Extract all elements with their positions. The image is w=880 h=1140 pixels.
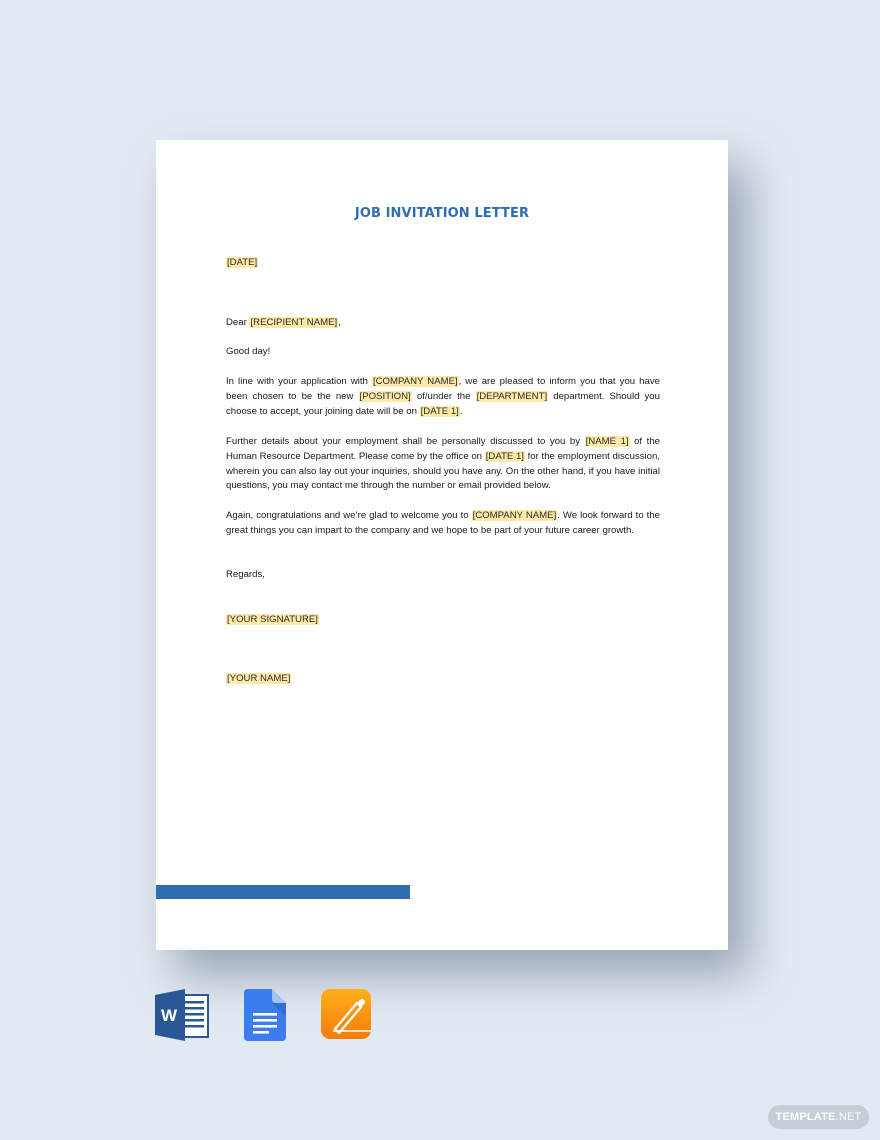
paragraph-3: Again, congratulations and we’re glad to welcome you to [COMPANY NAME]. We look forward to the great things you can impart to the company and we hope to be part of your future career growth.	[226, 510, 661, 536]
paragraph-2: Further details about your employment shall be personally discussed to you by [NAME 1] of the Human Resource Department. Please come by the office on [DATE 1] for the employment discussion, wherein you can also lay out your inquiries, should you have any. On the other hand, if you have initial questions, you may contact me through the number or email provided below.	[226, 436, 660, 492]
salutation: Dear [RECIPIENT NAME],	[226, 317, 341, 328]
position-placeholder: [POSITION]	[359, 390, 411, 402]
closing: Regards,	[226, 569, 265, 580]
your-name-placeholder: [YOUR NAME]	[227, 673, 291, 684]
date1-placeholder: [DATE 1]	[420, 405, 459, 417]
template-net-watermark[interactable]: TEMPLATE.NET	[768, 1105, 869, 1129]
word-icon[interactable]	[155, 989, 209, 1041]
signature-placeholder: [YOUR SIGNATURE]	[227, 614, 318, 625]
accent-bar	[156, 885, 410, 899]
signature-line	[226, 613, 660, 628]
greeting: Good day!	[226, 346, 271, 357]
recipient-name-placeholder: [RECIPIENT NAME]	[250, 317, 338, 328]
paragraph-1: In line with your application with [COMPANY NAME], we are pleased to inform you that you have been chosen to be the new [POSITION] of/under the [DEPARTMENT] department. Should you choose to accept, your joining date will be on [DATE 1].	[226, 376, 660, 417]
name1-placeholder: [NAME 1]	[585, 436, 629, 447]
name-line	[226, 672, 660, 687]
document-title: JOB INVITATION LETTER	[354, 206, 530, 221]
date-placeholder: [DATE]	[227, 257, 258, 268]
pages-icon[interactable]	[321, 989, 375, 1041]
date1-placeholder: [DATE 1]	[485, 450, 524, 462]
company-name-placeholder: [COMPANY NAME]	[472, 510, 557, 521]
date-line	[226, 256, 660, 271]
document-page	[156, 140, 728, 950]
google-docs-icon[interactable]	[244, 989, 298, 1041]
department-placeholder: [DEPARTMENT]	[476, 390, 548, 402]
company-name-placeholder: [COMPANY NAME]	[372, 376, 458, 387]
svg-text:W: W	[160, 1006, 178, 1025]
